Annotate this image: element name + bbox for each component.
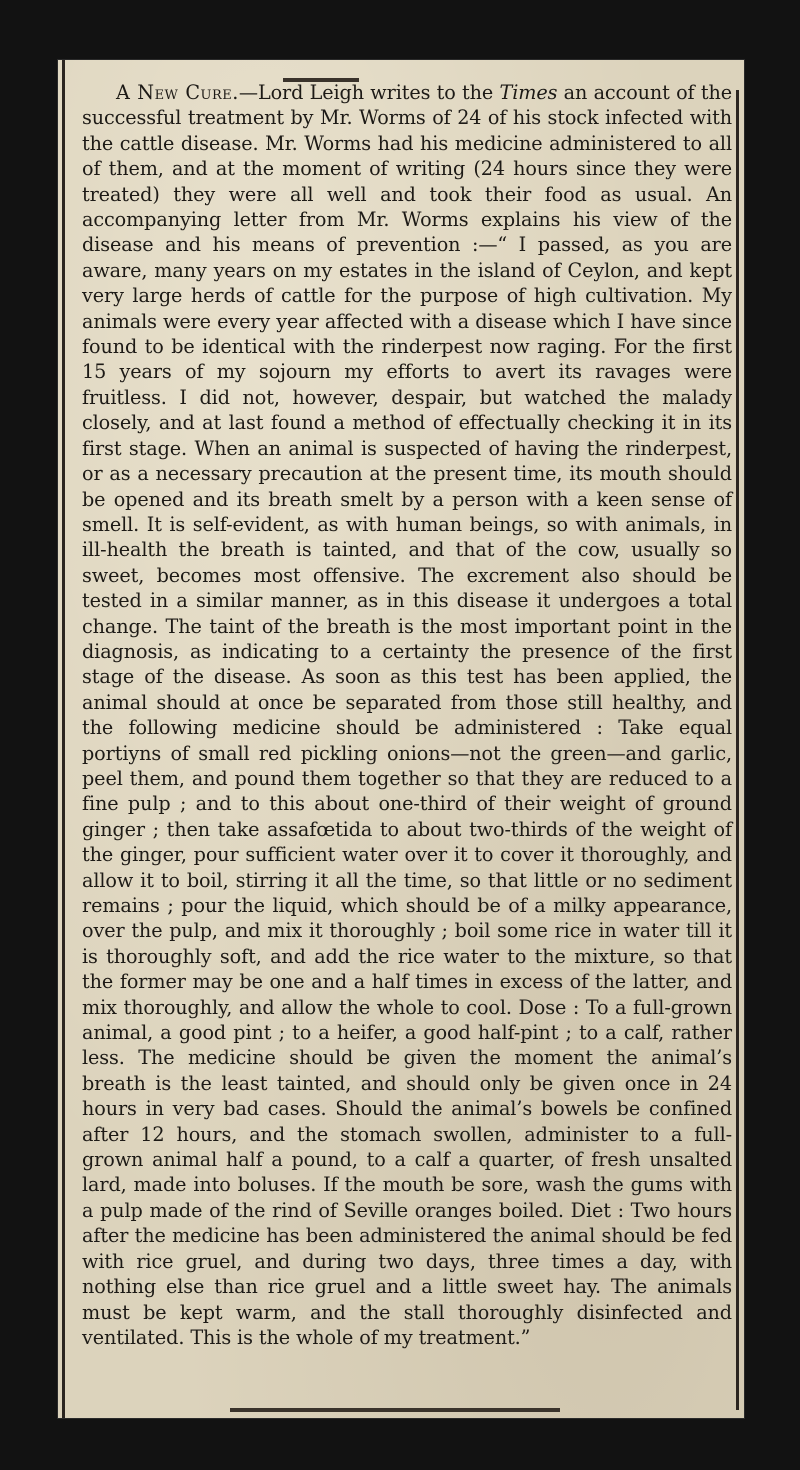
article-text [82, 80, 732, 1350]
newspaper-clipping [58, 60, 744, 1418]
article-headline: A New Cure. [116, 81, 239, 104]
newspaper-title: Times [499, 81, 558, 104]
article-body: an account of the successful treatment by Mr. Worms of 24 of his stock infected with the cattle disease. Mr. Worms had his medicine administered to all of them, and at the moment of writing (24 hours since they were treated) they were all well and took their food as usual. An accompanying letter from Mr. Worms explains his view of the disease and his means of prevention :—“ I passed, as you are aware, many years on my estates in the island of Ceylon, and kept very large herds of cattle for the purpose of high cultivation. My animals were every year affected with a disease which I have since found to be identical with the rinderpest now raging. For the first 15 years of my sojourn my efforts to avert its ravages were fruitless. I did not, however, despair, but watched the malady closely, and at last found a method of effectually checking it in its first stage. When an animal is suspected of having the rinderpest, or as a necessary precaution at the present time, its mouth should be opened and its breath smelt by a person with a keen sense of smell. It is self-evident, as with human beings, so with animals, in ill-health the breath is tainted, and that of the cow, usually so sweet, becomes most offensive. The excrement also should be tested in a similar manner, as in this disease it undergoes a total change. The taint of the breath is the most important point in the diagnosis, as indicating to a certainty the presence of the first stage of the disease. As soon as this test has been applied, the animal should at once be separated from those still healthy, and the following medicine should be administered : Take equal portiyns of small red pickling onions—not the green—and garlic, peel them, and pound them together so that they are reduced to a fine pulp ; and to this about one-third of their weight of ground ginger ; then take assafœtida to about two-thirds of the weight of the ginger, pour sufficient water over it to cover it thoroughly, and allow it to boil, stirring it all the time, so that little or no sediment remains ; pour the liquid, which should be of a milky appearance, over the pulp, and mix it thoroughly ; boil some rice in water till it is thoroughly soft, and add the rice water to the mixture, so that the former may be one and a half times in excess of the latter, and mix thoroughly, and allow the whole to cool. Dose : To a full-grown animal, a good pint ; to a heifer, a good half-pint ; to a calf, rather less. The medicine should be given the moment the animal’s breath is the least tainted, and should only be given once in 24 hours in very bad cases. Should the animal’s bowels be confined after 12 hours, and the stomach swollen, administer to a full-grown animal half a pound, to a calf a quarter, of fresh unsalted lard, made into boluses. If the mouth be sore, wash the gums with a pulp made of the rind of Seville oranges boiled. Diet : Two hours after the medicine has been administered the animal should be fed with rice gruel, and during two days, three times a day, with nothing else than rice gruel and a little sweet hay. The animals must be kept warm, and the stall thoroughly disinfected and ventilated. This is the whole of my treatment.” [82, 81, 732, 1349]
article-intro: —Lord Leigh writes to the [238, 81, 500, 104]
left-column-rule [62, 60, 65, 1418]
right-column-rule [736, 90, 739, 1410]
bottom-rule [230, 1408, 560, 1412]
